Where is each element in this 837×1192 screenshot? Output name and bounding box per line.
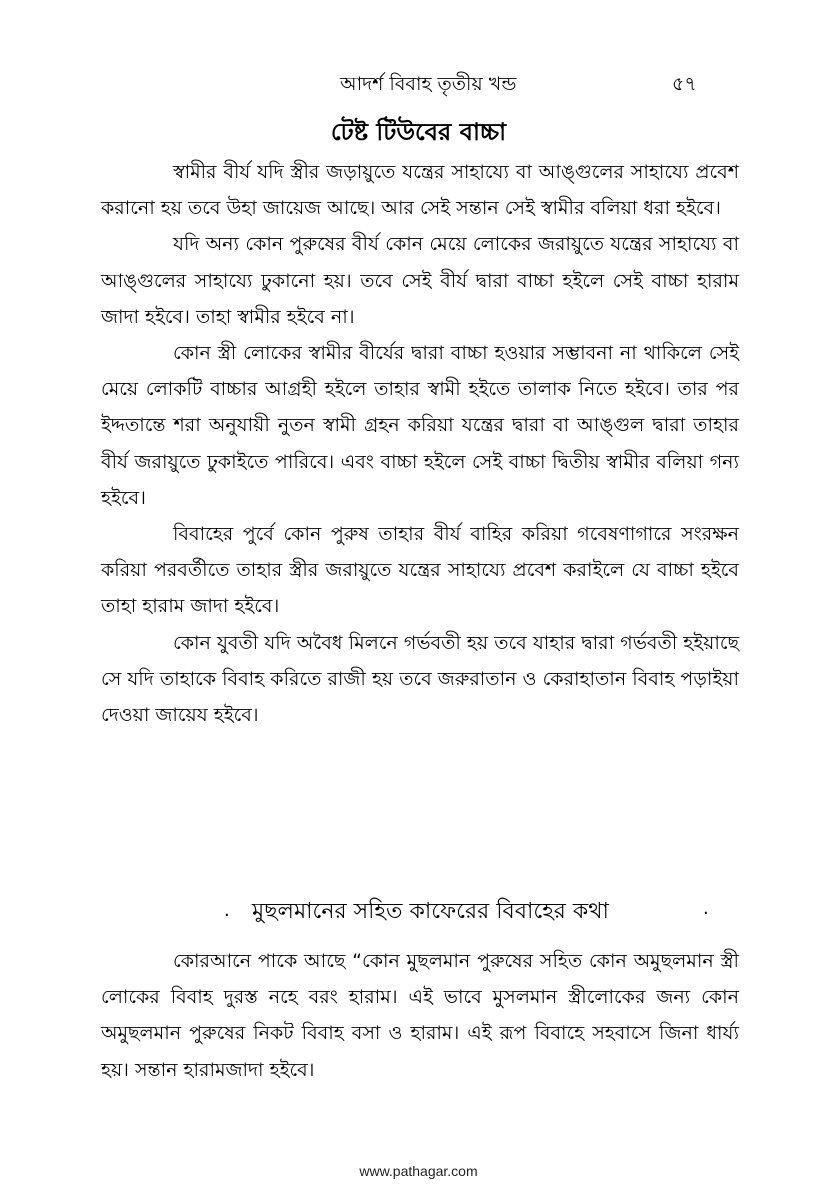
section-body [101, 943, 739, 1088]
paragraph: কোরআনে পাকে আছে “কোন মুছলমান পুরুষের সহিত কোন অমুছলমান স্ত্রী লোকের বিবাহ দুরস্ত নহে বরং হারাম। এই ভাবে মুসলমান স্ত্রীলোকের জন্য কোন অমুছলমান পুরুষের নিকট বিবাহ বসা ও হারাম। এই রূপ বিবাহে সহবাসে জিনা ধার্য্য হয়। সন্তান হারামজাদা হইবে। [101, 950, 739, 1081]
page-number: ৫৭ [672, 73, 697, 95]
section-body [101, 154, 739, 733]
section-title: মুছলমানের সহিত কাফেরের বিবাহের কথা [252, 899, 609, 924]
stray-mark: · [224, 905, 230, 926]
running-header: আদর্শ বিবাহ তৃতীয় খন্ড [340, 73, 517, 95]
paragraph: যদি অন্য কোন পুরুষের বীর্য কোন মেয়ে লোকের জরায়ুতে যন্ত্রের সাহায্যে বা আঙ্গুলের সাহায্যে ঢুকানো হয়। তবে সেই বীর্য দ্বারা বাচ্চা হইলে সেই বাচ্চা হারাম জাদা হইবে। তাহা স্বামীর হইবে না। [101, 233, 739, 328]
stray-mark: · [703, 903, 709, 924]
paragraph: কোন যুবতী যদি অবৈধ মিলনে গর্ভবতী হয় তবে যাহার দ্বারা গর্ভবতী হইয়াছে সে যদি তাহাকে বিবাহ করিতে রাজী হয় তবে জরুরাতান ও কেরাহাতান বিবাহ পড়াইয়া দেওয়া জায়েয হইবে। [101, 631, 739, 727]
section-title: টেষ্ট টিউবের বাচ্চা [330, 118, 507, 146]
paragraph: বিবাহের পুর্বে কোন পুরুষ তাহার বীর্য বাহির করিয়া গবেষণাগারে সংরক্ষন করিয়া পরবর্তীতে তাহার স্ত্রীর জরায়ুতে যন্ত্রের সাহায্যে প্রবেশ করাইলে যে বাচ্চা হইবে তাহা হারাম জাদা হইবে। [101, 523, 739, 618]
paragraph: স্বামীর বীর্য যদি স্ত্রীর জড়ায়ুতে যন্ত্রের সাহায্যে বা আঙ্গুলের সাহায্যে প্রবেশ করানো হয় তবে উহা জায়েজ আছে। আর সেই সন্তান সেই স্বামীর বলিয়া ধরা হইবে। [101, 161, 739, 220]
paragraph: কোন স্ত্রী লোকের স্বামীর বীর্যের দ্বারা বাচ্চা হওয়ার সম্ভাবনা না থাকিলে সেই মেয়ে লোকটি বাচ্চার আগ্রহী হইলে তাহার স্বামী হইতে তালাক নিতে হইবে। তার পর ইদ্দতান্তে শরা অনুযায়ী নুতন স্বামী গ্রহন করিয়া যন্ত্রের দ্বারা বা আঙ্গুল দ্বারা তাহার বীর্য জরায়ুতে ঢুকাইতে পারিবে। এবং বাচ্চা হইলে সেই বাচ্চা দ্বিতীয় স্বামীর বলিয়া গন্য হইবে। [101, 342, 739, 509]
footer-url: www.pathagar.com [359, 1163, 478, 1179]
